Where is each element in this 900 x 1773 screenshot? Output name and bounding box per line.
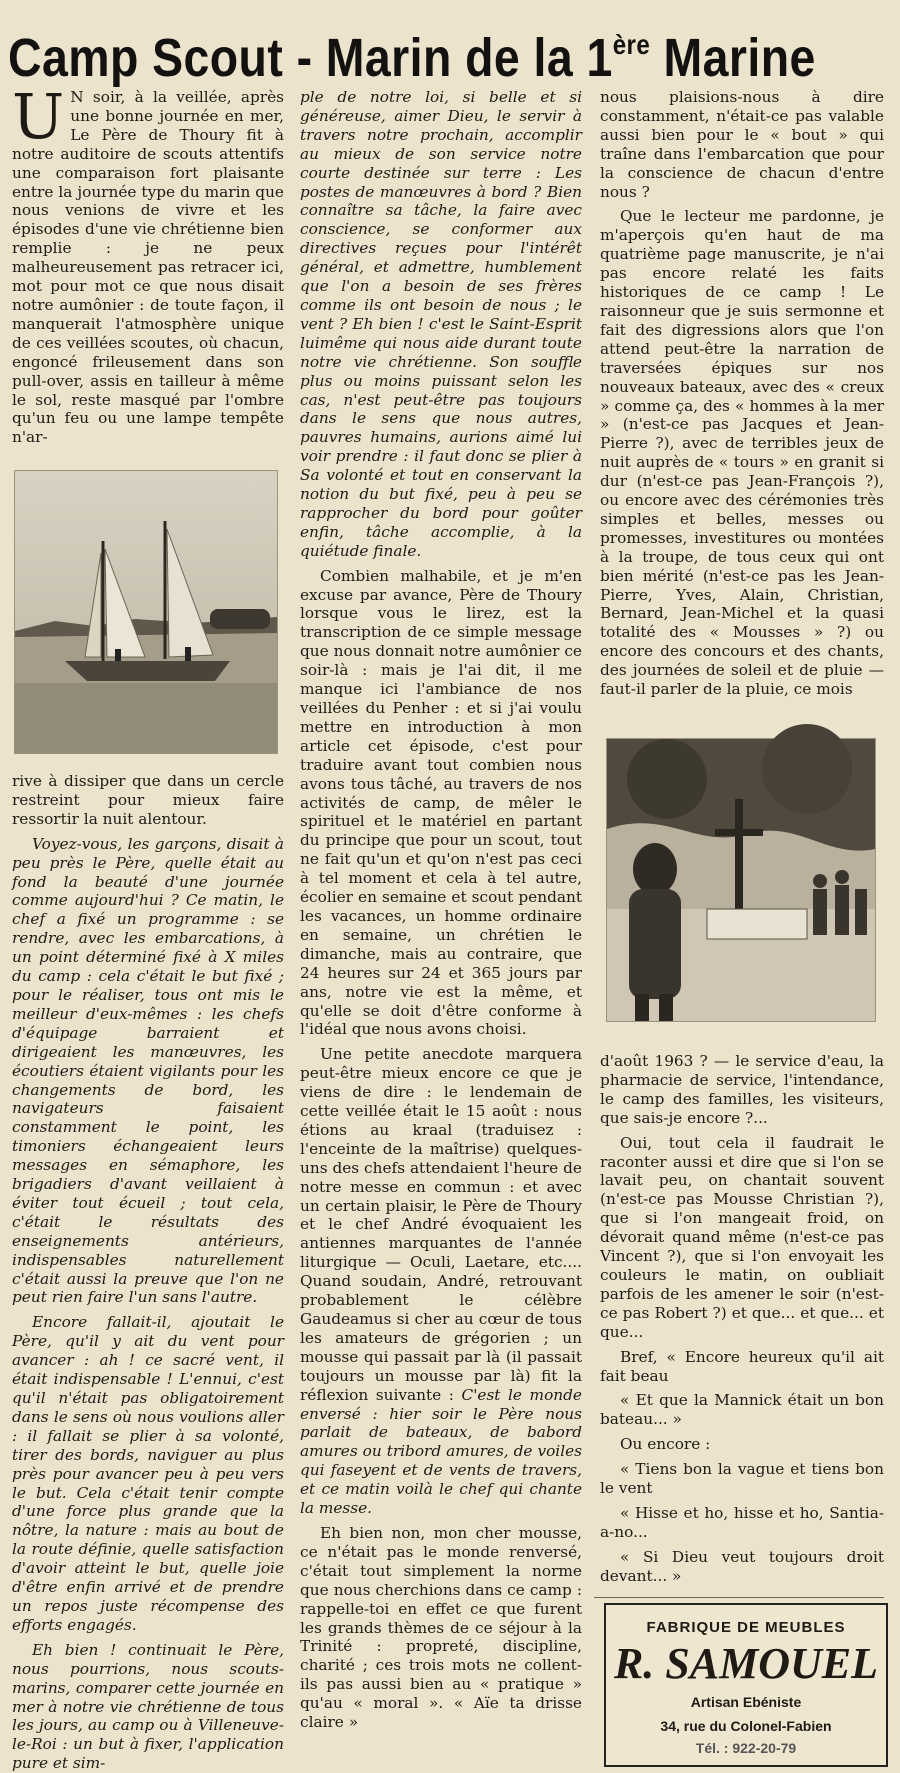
- column-1-top: [12, 80, 284, 488]
- paragraph: [12, 80, 284, 447]
- paragraph: « Hisse et ho, hisse et ho, Santia-a-no...: [600, 1503, 884, 1541]
- paragraph: Bref, « Encore heureux qu'il ait fait beau: [600, 1347, 884, 1385]
- paragraph: Ou encore :: [620, 1435, 711, 1454]
- paragraph-italic: C'est le monde enversé : hier soir le Père nous parlait de bateaux, de babord amures ou tribord amures, de voiles qui faseyent et de vents de travers, et ce matin voilà le chef qui chante la messe.: [300, 1385, 582, 1518]
- paragraph: Eh bien ! continuait le Père, nous pourrions, nous scouts-marins, comparer cette journée en mer à notre vie chrétienne de tous les jours, au camp ou à Villeneuve-le-Roi : un but à fixer, l'application pure et sim-: [12, 1640, 284, 1773]
- sailboat-photo: [14, 470, 278, 754]
- paragraph: Encore fallait-il, ajoutait le Père, qu'il y ait du vent pour avancer : ah ! ce sacré vent, il était indispensable ! L'ennui, c'est qu'il n'était pas obligatoirement dans le sens où nous voulions aller : il fallait se plier à sa volonté, tirer des bords, naviguer au plus près pour avancer peu à peu vers le but. Cela c'était tenir compte d'une force plus grande que la nôtre, la nature : mais au bout de la route définie, quelle satisfaction d'avoir atteint le but, quelle joie d'être enfin arrivé et de prendre un repos juste récompense des efforts engagés.: [12, 1313, 284, 1634]
- column-3-top: [600, 88, 884, 723]
- ceremony-illustration: [607, 739, 875, 1021]
- paragraph: d'août 1963 ? — le service d'eau, la pharmacie de service, l'intendance, le camp des familles, les visiteurs, que sais-je encore ?...: [600, 1052, 884, 1127]
- article-title: [8, 10, 816, 88]
- column-1-bottom: [12, 772, 284, 1773]
- paragraph: ple de notre loi, si belle et si généreuse, aimer Dieu, le servir à travers notre prochain, accomplir au mieux de son service notre courte destinée sur terre : Les postes de manœuvres à bord ? Bien connaître sa tâche, la faire avec conscience, se conformer aux directives reçues pour l'intérêt général, et admettre, humblement que l'on a besoin de ses frères comme ils ont besoin de nous ; le vent ? Eh bien ! c'est le Saint-Esprit luimême qui nous aide durant toute notre vie chrétienne. Son souffle plus ou moins puissant selon les cas, n'est peut-être pas toujours dans le sens que nous autres, pauvres humains, aurions aimé lui voir prendre : il faut donc se plier à Sa volonté et tout en conservant la notion du but fixé, peu à peu se rapprocher du bord pour goûter enfin, tâche accomplie, à la quiétude finale.: [300, 88, 582, 560]
- paragraph: Eh bien non, mon cher mousse, ce n'était pas le monde renversé, c'était tout simplement la norme que nous cherchions dans ce camp : rappelle-toi en effet ce que furent les grands thèmes de ce séjour à la Trinité : propreté, discipline, charité ; ces trois mots ne collent-ils pas aussi bien au « pratique » qu'au « moral ». « Aïe ta drisse claire »: [300, 1523, 582, 1732]
- ceremony-photo: [606, 738, 876, 1022]
- furniture-advertisement: [604, 1603, 888, 1767]
- paragraph: « Tiens bon la vague et tiens bon le vent: [600, 1460, 884, 1498]
- ad-trade: Artisan Ebéniste: [690, 1694, 802, 1710]
- paragraph-text: Une petite anecdote marquera peut-être mieux encore ce que je viens de dire : le lendemain de cette veillée était le 15 août : nous étions au kraal (traduisez : l'enceinte de la maîtrise) quelques-uns des chefs attendaient l'heure de notre messe en commun : et avec un certain plaisir, le Père de Thoury et le chef André évoquaient les antiennes marquantes de l'année liturgique — Oculi, Laetare, etc.... Quand soudain, André, retrouvant probablement le célèbre Gaudeamus si cher au cœur de tous les amateurs de grégorien ; un mousse qui passait par là (il passait toujours un mousse par là) fit la réflexion suivante :: [300, 1045, 582, 1404]
- column-2: [300, 88, 582, 1732]
- ad-address: 34, rue du Colonel-Fabien: [660, 1718, 832, 1734]
- paragraph: Voyez-vous, les garçons, disait à peu près le Père, quelle était au fond la beauté d'une journée comme aujourd'hui ? Ce matin, le chef a fixé un programme : se rendre, avec les embarcations, à un point déterminé fixé à X miles du camp : cela c'était le but fixé ; pour le réaliser, tous ont mis le meilleur d'eux-mêmes : les chefs d'équipage barraient et dirigeaient les manœuvres, les écoutiers étaient vigilants pour les changements de bord, les navigateurs faisaient constamment le point, les timoniers échangeaient leurs messages en sémaphore, les brigadiers d'avant veillaient à éviter tout écueil ; tout cela, c'était le résultats des enseignements antérieurs, indispensables naturellement c'était aussi la preuve que l'on ne peut rien faire l'un sans l'autre.: [12, 834, 284, 1307]
- paragraph: « Et que la Mannick était un bon bateau... »: [600, 1391, 884, 1429]
- paragraph: Oui, tout cela il faudrait le raconter aussi et dire que si l'on se lavait peu, on chantait souvent (n'est-ce pas Mousse Christian ?), que si l'on mangeait froid, on dévorait quand même (n'est-ce pas Vincent ?), que si l'on envoyait les couleurs le matin, on oubliait parfois de les amener le soir (n'est-ce pas Robert ?) et que... et que... et que...: [600, 1133, 884, 1341]
- sailboat-illustration: [15, 471, 277, 753]
- ad-business-name: R. SAMOUEL: [613, 1639, 879, 1688]
- paragraph: « Si Dieu veut toujours droit devant... »: [600, 1547, 884, 1585]
- paragraph: [300, 1045, 582, 1518]
- title-end: Marine: [663, 28, 816, 88]
- title-superscript: ère: [612, 29, 651, 60]
- paragraph-text: N soir, à la veillée, après une bonne journée en mer, Le Père de Thoury fit à notre auditoire de scouts attentifs une comparaison fort plaisante entre la journée type du marin que nous venions de vivre et les épisodes d'une vie chrétienne bien remplie : je ne peux malheureusement pas retracer ici, mot pour mot ce que nous disait notre aumônier : de toute façon, il manquerait l'atmosphère unique de ces veillées scoutes, où chacun, engoncé frileusement dans son pull-over, assis en tailleur à même le sol, reste masqué par l'ombre qu'un feu ou une lampe tempête n'ar-: [12, 88, 284, 447]
- title-text: Camp Scout - Marin de la 1: [8, 28, 613, 88]
- paragraph: nous plaisions-nous à dire constamment, n'était-ce pas valable aussi bien pour le « bout » qui traîne dans l'embarcation que pour la conscience de chacun d'entre nous ?: [600, 88, 884, 201]
- drop-cap: U: [12, 80, 65, 153]
- ad-heading: FABRIQUE DE MEUBLES: [646, 1619, 846, 1636]
- paragraph: Combien malhabile, et je m'en excuse par avance, Père de Thoury lorsque vous le lirez, est la transcription de ce simple message que nous donnait notre aumônier ce soir-là : mais je l'ai dit, il me manque ici l'ambiance de nos veillées du Penher : et si j'ai voulu mettre en introduction à mon article cet épisode, c'est pour traduire avant tout combien nous avons tous tâché, au travers de nos activités de camp, de mêler le spirituel et le matériel en partant du principe que pour un scout, tout ne fait qu'un et qu'on n'est pas ceci à tel moment et cela à tel autre, écolier en semaine et scout pendant les vacances, un homme ordinaire en semaine, un chrétien le dimanche, mais au contraire, que 24 heures sur 24 et 365 jours par ans, notre vie est la même, et qu'elle se doit d'être conforme à l'idéal que nous avons choisi.: [300, 566, 582, 1039]
- divider: [594, 1597, 884, 1598]
- column-3-bottom: [600, 1052, 884, 1592]
- paragraph: rive à dissiper que dans un cercle restreint pour mieux faire ressortir la nuit alentour.: [12, 772, 284, 828]
- paragraph: Que le lecteur me pardonne, je m'aperçois qu'en haut de ma quatrième page manuscrite, je n'ai pas encore relaté les faits historiques de ce camp ! Le raisonneur que je suis sermonne et fait des digressions alors que l'on attend peut-être la narration de traversées épiques sur nos nouveaux bateaux, avec des « creux » comme ça, des « hommes à la mer » (n'est-ce pas Jacques et Jean-Pierre ?), avec de terribles jeux de nuit auprès de « tours » en granit si dur (n'est-ce pas Jean-François ?), ou encore avec des cérémonies très simples et belles, messes ou promesses, investitures ou montées à la troupe, de tous ceux qui ont bien mérité (n'est-ce pas les Jean-Pierre, Yves, Alain, Christian, Bernard, Jean-Michel et la quasi totalité des « Mousses » ?) ou encore des concours et des chants, des journées de soleil et de pluie — faut-il parler de la pluie, ce mois: [600, 207, 884, 699]
- ad-phone: Tél. : 922-20-79: [695, 1740, 797, 1756]
